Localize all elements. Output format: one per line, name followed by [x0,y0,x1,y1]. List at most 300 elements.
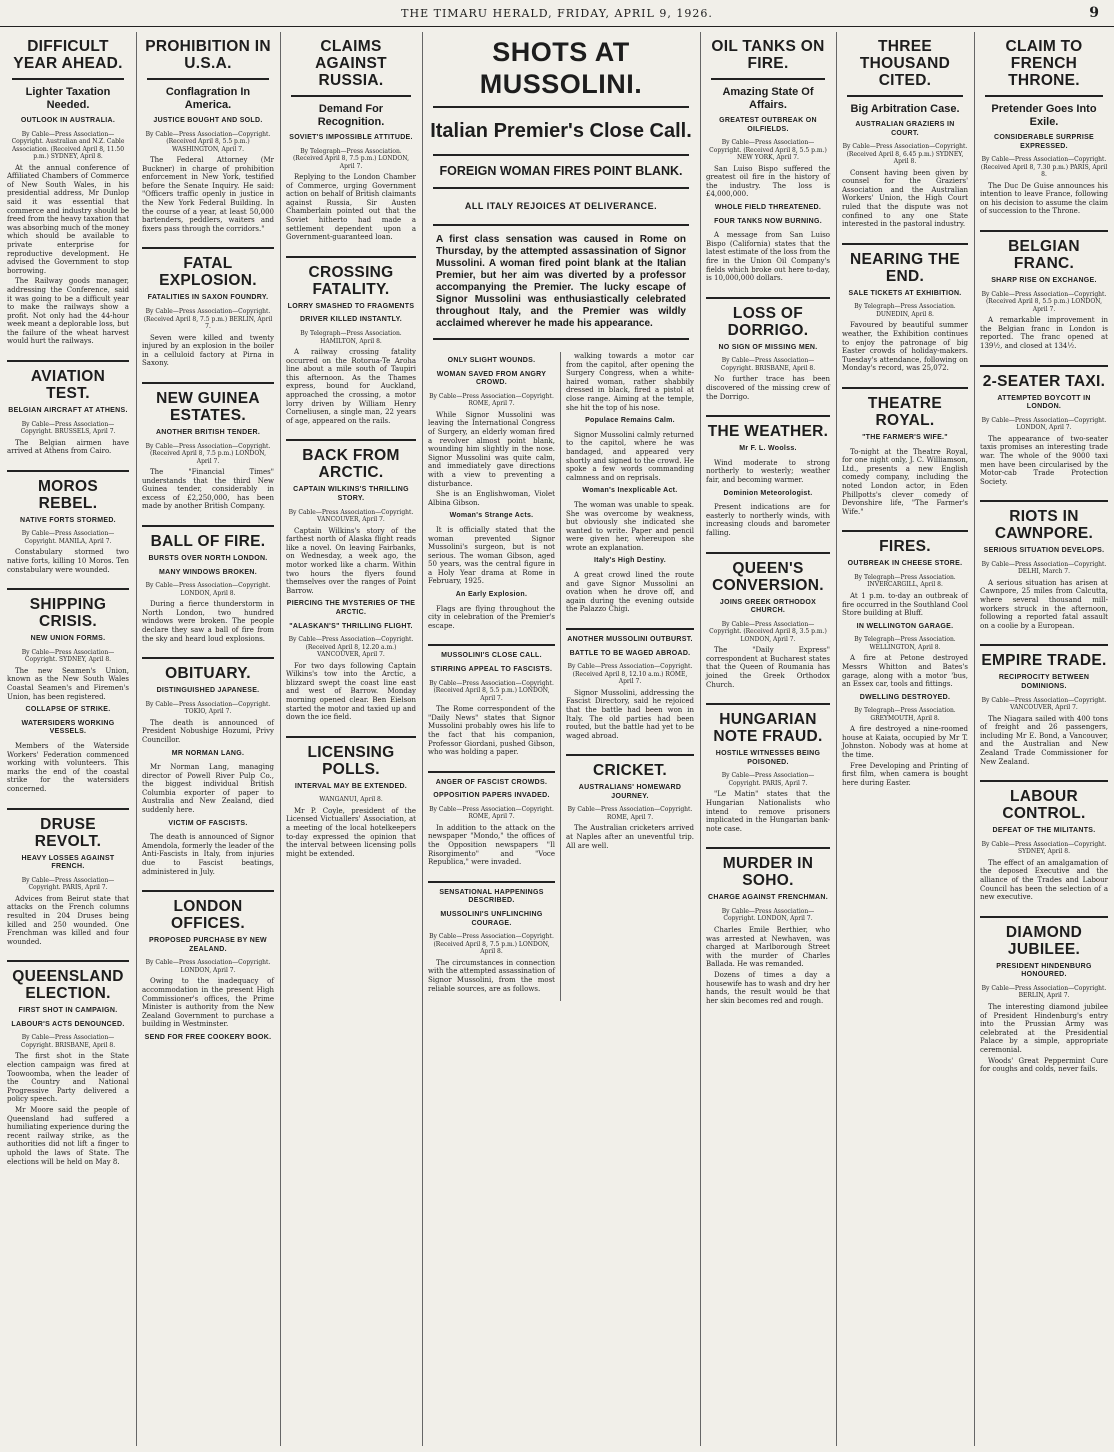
paragraph: The Belgian airmen have arrived at Athens from Cairo. [7,438,129,456]
divider [286,736,416,738]
paragraph: Advices from Beirut state that attacks on the French columns resulted in 204 Druses being killed and 250 wounded. One Frenchman was killed and four wounded. [7,894,129,946]
cable-credit: By Cable—Press Association—Copyright. BRUSSELS, April 7. [20,420,116,436]
story-nearing-end [837,251,973,381]
subheadline: Pretender Goes Into Exile. [991,103,1097,128]
paragraph: walking towards a motor car from the capitol, after opening the Surgery Congress, when a white-haired woman, rather shabbily dressed in black, fired a pistol at close range. Aiming at the temple, she hit the top of his nose. [566,352,694,412]
paragraph: A railway crossing fatality occurred on the Rotorua-Te Aroha line about a mile south of Taupiri this afternoon. As the Thames express, bound for Auckland, approached the crossing, a motor lorry driven by William Henry Corneliusen, a single man, 22 years of age, appeared on the rails. [286,348,416,425]
headline: BELGIAN FRANC. [1008,238,1080,273]
kicker: OUTBREAK IN CHEESE STORE. [847,560,963,568]
story-licensing-polls [281,744,421,867]
divider [842,530,968,532]
headline: DIAMOND JUBILEE. [1005,923,1083,958]
divider [286,439,416,441]
kicker: CONSIDERABLE SURPRISE EXPRESSED. [993,134,1095,150]
kicker: SERIOUS SITUATION DEVELOPS. [983,547,1105,555]
page-number: 9 [1089,5,1100,21]
paragraph: Signor Mussolini, addressing the Fascist Directory, said he rejoiced that the battle had been won in Italy. The old parties had been routed, but the battle had yet to be waged abroad. [566,688,694,740]
divider [142,657,274,659]
divider [980,644,1108,646]
cable-credit: By Telegraph—Press Association. HAMILTON, April 8. [300,330,402,345]
cable-credit: By Cable—Press Association—Copyright. (Received April 8, 5.5 p.m.) NEW YORK, April 7. [709,139,827,162]
paragraph: The interesting diamond jubilee of President Hindenburg's entry into the Prussian Army was celebrated at the Presidential Palace by a simple, appropriate ceremonial. [980,1002,1108,1054]
divider [980,500,1108,502]
kicker: "THE FARMER'S WIFE." [862,434,948,441]
cable-credit: By Cable—Press Association—Copyright. Australian and N.Z. Cable Association. (Received April 8, 11.50 p.m.) SYDNEY, April 8. [11,130,125,161]
story-riots-cawnpore [975,508,1113,638]
paragraph: Dozens of times a day a housewife has to wash and dry her hands, the result would be that her skin becomes red and rough. [706,970,830,1005]
kicker: An Early Explosion. [455,591,528,599]
headline: EMPIRE TRADE. [981,652,1107,670]
kicker: MUSSOLINI'S CLOSE CALL. [441,652,542,660]
story-fascist-crowds [423,779,560,875]
cable-credit: By Cable—Press Association—Copyright. TOKIO, April 7. [145,700,271,716]
headline: OBITUARY. [165,665,251,683]
paragraph: The "Financial Times" understands that the third New Guinea tender, considerably in excess of £2,250,000, has been made by another British Company. [142,468,274,511]
cable-credit: By Telegraph—Press Association. WELLINGTON, April 8. [854,636,956,651]
story-two-seater-taxi [975,373,1113,495]
paragraph: The woman was unable to speak. She was overcome by weakness, but obviously she indicated she wanted to write. Paper and pencil were given her, whereupon she wrote an explanation. [566,500,694,552]
column-5 [700,32,835,1446]
headline: LABOUR CONTROL. [1002,788,1086,823]
paragraph: A fire destroyed a nine-roomed house at Kaiata, occupied by Mr T. Johnston. Nobody was at home at the time. [842,725,968,760]
kicker: Woman's Strange Acts. [449,512,534,520]
story-fires [837,538,973,795]
paragraph: Present indications are for easterly to northerly winds, with increasing clouds and barometer falling. [706,503,830,537]
divider [7,360,129,362]
headline: DIFFICULT YEAR AHEAD. [13,38,123,72]
kicker: AUSTRALIAN GRAZIERS IN COURT. [855,121,955,137]
cable-credit: By Cable—Press Association—Copyright. MANILA, April 7. [21,530,115,545]
headline: BALL OF FIRE. [150,532,266,550]
story-three-thousand [837,38,973,237]
paragraph: At 1 p.m. to-day an outbreak of fire occurred in the Southland Cool Store building at Bluff. [842,591,968,618]
cable-credit: By Cable—Press Association—Copyright. LONDON, April 8. [145,582,271,597]
divider [147,78,269,80]
story-labour-control [975,788,1113,910]
divider [980,780,1108,782]
headline: QUEEN'S CONVERSION. [712,559,824,594]
cable-credit: By Cable—Press Association—Copyright. (Received April 8, 7.5 p.m.) LONDON, April 7. [145,442,271,465]
kicker: "ALASKAN'S" THRILLING FLIGHT. [289,622,413,630]
cable-credit: By Cable—Press Association—Copyright. BRISBANE, April 8. [720,357,816,372]
kicker: SEND FOR FREE COOKERY BOOK. [144,1033,272,1041]
cable-credit: By Cable—Press Association—Copyright. VANCOUVER, April 7. [288,508,414,524]
kicker: BATTLE TO BE WAGED ABROAD. [569,649,691,657]
kicker: SOVIET'S IMPOSSIBLE ATTITUDE. [289,134,413,141]
paragraph: The first shot in the State election campaign was fired at Toowoomba, when the leader of the Country and National Progressive Party delivered a policy speech. [7,1052,129,1104]
paragraph: A serious situation has arisen at Cawnpore, 25 miles from Calcutta, where several thousand mill-workers struck in the afternoon, following a reported fatal assault on a coolie by a European. [980,578,1108,630]
kicker: GREATEST OUTBREAK ON OILFIELDS. [719,117,817,133]
cable-credit: By Cable—Press Association—Copyright. (Received April 8, 5.5 p.m.) LONDON, April 7. [429,679,554,702]
paragraph: Free Developing and Printing of first film, when camera is bought here during Easter. [842,761,968,787]
story-diamond-jubilee [975,924,1113,1082]
divider [433,154,689,156]
paragraph: Charles Emile Berthier, who was arrested at Newhaven, was charged at Marlborough Street with the murder of Charles Ballada. He was remanded. [706,925,830,969]
story-dorrigo [701,305,835,409]
headline: 2-SEATER TAXI. [982,372,1106,390]
story-aviation-test [2,368,134,464]
divider [706,847,830,849]
kicker: Mr F. L. Woolss. [739,445,797,453]
kicker: SALE TICKETS AT EXHIBITION. [848,289,962,297]
cable-credit: By Telegraph—Press Association. (Received April 8, 7.5 p.m.) LONDON, April 7. [292,147,410,170]
story-london-offices [137,898,279,1053]
lead-paragraph: A first class sensation was caused in Rome on Thursday, by the attempted assassination of Signor Mussolini. A woman fired point blank at the Italian Premier, but her aim was diverted by a professor accompanying the Premier. The lucky escape of Signor Mussolini was enthusiastically celebrated throughout Italy, and the Premier was wildly acclaimed wherever he made his appearance. [436,234,686,329]
kicker: WOMAN SAVED FROM ANGRY CROWD. [436,370,547,387]
kicker: OPPOSITION PAPERS INVADED. [433,792,550,800]
kicker: DISTINGUISHED JAPANESE. [156,687,260,695]
kicker: BURSTS OVER NORTH LONDON. [148,554,268,562]
story-druse-revolt [2,816,134,955]
cable-credit: By Cable—Press Association—Copyright. (Received April 8, 7.5 p.m.) BERLIN, April 7. [143,308,273,331]
story-ball-of-fire [137,533,279,651]
divider [706,703,830,705]
kicker: ONLY SLIGHT WOUNDS. [447,357,536,364]
cable-credit: By Cable—Press Association—Copyright. LONDON, April 7. [721,907,815,923]
paragraph: The new Seamen's Union, known as the New South Wales Coastal Seamen's and Firemen's Union, has been registered. [7,666,129,701]
divider [433,187,689,189]
divider [706,552,830,554]
cable-credit: By Cable—Press Association—Copyright. (Received April 8, 7.30 p.m.) PARIS, April 8. [980,156,1108,179]
paragraph: San Luiso Bispo suffered the greatest oil fire in the history of the industry. The loss is £4,000,000. [706,164,830,199]
kicker: JOINS GREEK ORTHODOX CHURCH. [719,598,817,615]
story-belgian-franc [975,238,1113,358]
headline: CROSSING FATALITY. [308,263,394,298]
cable-credit: By Cable—Press Association—Copyright. (Received April 8, 6.45 p.m.) SYDNEY, April 8. [842,143,968,166]
divider [433,338,689,340]
subheadline: Demand For Recognition. [317,103,385,128]
paragraph: Seven were killed and twenty injured by an explosion in the boiler in a celluloid factory at Pirna in Saxony. [142,333,274,368]
story-difficult-year [2,38,134,354]
headline: THEATRE ROYAL. [867,395,943,429]
divider [7,960,129,962]
divider [842,243,968,245]
paragraph: The Australian cricketers arrived at Naples after an uneventful trip. All are well. [566,824,694,850]
paragraph: It is officially stated that the woman prevented Signor Mussolini's surgeon, but is not serious. The woman Gibson, aged 50 years, was the central figure in a Holy Year drama at Rome in February, 1925. [428,525,555,586]
cable-credit: By Cable—Press Association—Copyright. ROME, April 7. [567,806,693,821]
headline: LICENSING POLLS. [307,743,395,778]
headline: CLAIMS AGAINST RUSSIA. [315,38,387,89]
column-6 [836,32,973,1446]
cable-credit: By Cable—Press Association—Copyright. LONDON, April 7. [145,959,271,974]
headline: CRICKET. [593,762,667,780]
divider [7,588,129,590]
kicker: DEFEAT OF THE MILITANTS. [992,827,1096,835]
cable-credit: By Cable—Press Association—Copyright. DELHI, March 7. [981,560,1107,576]
story-weather [701,423,835,545]
kicker: WATERSIDERS WORKING VESSELS. [21,719,115,736]
kicker: SENSATIONAL HAPPENINGS DESCRIBED. [439,888,544,905]
story-cricket [561,762,699,858]
subheadline: Amazing State Of Affairs. [722,86,814,111]
story-moros-rebel [2,478,134,582]
feature-subcolumn-left [423,352,561,1001]
story-murder-soho [701,855,835,1013]
cable-credit: By Telegraph—Press Association. GREYMOUTH, April 8. [854,707,956,722]
kicker: AUSTRALIANS' HOMEWARD JOURNEY. [578,784,682,800]
paragraph: The Rome correspondent of the "Daily News" states that Signor Mussolini probably owes his life to the fact that his companion, Professor Giordani, pushed Gibson, who was holding a paper. [428,705,555,757]
paragraph: Wind moderate to strong northerly to westerly; weather fair, and becoming warmer. [706,458,830,484]
cable-credit: By Cable—Press Association—Copyright. SYDNEY, April 8. [981,840,1107,856]
paragraph: Mr Moore said the people of Queensland had suffered a humiliating experience during the recent railway strike, as the authorities did not lift a finger to uphold the laws of State. The elections will be held on May 8. [7,1106,129,1166]
divider [847,95,963,97]
cable-credit: By Cable—Press Association—Copyright. (Received April 8, 5.5 p.m.) LONDON, April 7. [981,290,1107,313]
divider [980,230,1108,232]
kicker: NEW UNION FORMS. [30,635,106,643]
masthead [0,0,1114,27]
feature-subcolumn-right [561,352,699,1001]
divider [706,415,830,417]
headline: NEARING THE END. [849,250,961,285]
paragraph: The Railway goods manager, addressing the Conference, said it was going to be a difficult year to make the railways show a profit. Not only had the 44-hour week meant a deplorable loss, but the failure of the wheat harvest would hurt the railways. [7,277,129,346]
deck-headline: ALL ITALY REJOICES AT DELIVERANCE. [464,201,658,211]
paragraph: The Federal Attorney (Mr Buckner) in charge of prohibition enforcement in New York, testified before the Senate Inquiry. He said: "Officers traffic openly in justice in the New York Federal Building. In the course of a year, at least 50,000 bartenders, peddlers, waiters and fixers pass through the corridors." [142,156,274,233]
paragraph: Members of the Waterside Workers' Federation commenced working with volunteers. This marks the end of the coastal strike for the watersiders concerned. [7,741,129,793]
divider [286,256,416,258]
cable-credit: By Cable—Press Association—Copyright. PARIS, April 7. [21,876,115,892]
divider [842,387,968,389]
divider [566,628,694,630]
cable-credit: By Cable—Press Association—Copyright. VANCOUVER, April 7. [981,696,1107,712]
story-claims-russia [281,38,421,250]
divider [706,297,830,299]
cable-credit: By Cable—Press Association—Copyright. LONDON, April 7. [981,416,1107,432]
headline: NEW GUINEA ESTATES. [156,389,260,424]
kicker: Woman's Inexplicable Act. [582,487,678,495]
kicker: Populace Remains Calm. [585,417,675,425]
paragraph: For two days following Captain Wilkins's tow into the Arctic, a blizzard swept the coast line east and west of Barrow. Monday morning opened clear. Ben Eielson started the motor and taxied up and down the ice field. [286,661,416,722]
story-queens-conversion [701,560,835,698]
story-continued [561,352,699,622]
paragraph: Replying to the London Chamber of Commerce, urging Government action on behalf of British claimants against Russia, Sir Austen Chamberlain pointed out that the Soviet hitherto had made a settlement dependent upon a Government-guaranteed loan. [286,173,416,242]
subheadline: Conflagration In America. [165,86,251,111]
kicker: WHOLE FIELD THREATENED. [714,204,822,212]
headline: THREE THOUSAND CITED. [859,38,951,89]
kicker: Dominion Meteorologist. [723,489,813,497]
column-7 [974,32,1113,1446]
kicker: IN WELLINGTON GARAGE. [856,622,954,630]
kicker: ANOTHER MUSSOLINI OUTBURST. [567,636,693,644]
headline: MOROS REBEL. [37,477,99,512]
story-new-guinea [137,390,279,519]
kicker: HOSTILE WITNESSES BEING POISONED. [715,750,821,766]
paragraph: The death is announced of Signor Amendola, formerly the leader of the Anti-Fascists in Italy, from injuries due to Fascist beatings, administered in July. [142,833,274,876]
kicker: LABOUR'S ACTS DENOUNCED. [11,1020,125,1028]
subheadline: Lighter Taxation Needed. [25,86,111,111]
story-shipping-crisis [2,596,134,801]
paragraph: To-night at the Theatre Royal, for one night only, J. C. Williamson, Ltd., presents a new English comedy company, including the noted London actor, in Eden Phillpotts's clever comedy of Devonshire life, "The Farmer's Wife." [842,447,968,516]
kicker: FATALITIES IN SAXON FOUNDRY. [147,294,269,302]
paragraph: The Duc De Guise announces his intention to leave France, following on his decision to assume the claim of succession to the Throne. [980,181,1108,216]
divider [142,890,274,892]
divider [711,78,825,80]
headline: LONDON OFFICES. [171,898,245,933]
divider [980,365,1108,367]
headline: RIOTS IN CAWNPORE. [994,508,1094,543]
paragraph: Consent having been given by counsel for the Graziers' Association and the Australian Workers' Union, the High Court ruled that the dispute was not confined to any one State interested in the pastoral industry. [842,168,968,229]
story-hungarian-fraud [701,711,835,841]
story-fatal-explosion [137,255,279,375]
story-theatre-royal [837,395,973,524]
kicker: NO SIGN OF MISSING MEN. [718,343,818,351]
story-shots-at-mussolini [423,36,699,352]
feature-subcolumns [423,352,699,1001]
divider [428,644,555,646]
paragraph: Favoured by beautiful summer weather, the Exhibition continues to enjoy the patronage of big Easter crowds of holiday-makers. Tuesday's attendance, following on Monday's record, was 25,072. [842,321,968,373]
paragraph: During a fierce thunderstorm in North London, two hundred windows were broken. The people declare they saw a ball of fire from the sky and heard loud explosions. [142,600,274,643]
divider [142,525,274,527]
story-back-from-arctic [281,447,421,729]
headline: MURDER IN SOHO. [722,855,814,890]
kicker: HEAVY LOSSES AGAINST FRENCH. [21,854,115,871]
headline: FIRES. [879,538,931,556]
kicker: ANOTHER BRITISH TENDER. [155,428,261,436]
cable-credit: By Telegraph—Press Association. DUNEDIN, April 8. [854,303,956,318]
paragraph: The circumstances in connection with the attempted assassination of Signor Mussolini, from the most reliable sources, are as follows. [428,958,555,993]
kicker: ATTEMPTED BOYCOTT IN LONDON. [997,394,1091,411]
paragraph: The appearance of two-seater taxis promises an interesting trade war. The whole of the 9000 taxi men have been circularised by the Motor-cab Trade Protection Society. [980,434,1108,486]
paragraph: The death is announced of President Nobushige Hozumi, Privy Councillor. [142,718,274,744]
story-obituary [137,665,279,884]
kicker: RECIPROCITY BETWEEN DOMINIONS. [998,674,1090,691]
story-slight-wounds [423,357,560,638]
paragraph: Woods' Great Peppermint Cure for coughs and colds, never fails. [980,1056,1108,1074]
headline: PROHIBITION IN U.S.A. [145,38,271,72]
headline: SHIPPING CRISIS. [29,596,107,631]
cable-credit: By Cable—Press Association—Copyright. ROME, April 7. [429,805,554,821]
column-1 [2,32,134,1446]
cable-credit: WANGANUI, April 8. [319,796,383,804]
paragraph: A fire at Petone destroyed Messrs Whitton and Bates's garage, along with a motor 'bus, an Essex car, tools and fittings. [842,654,968,689]
divider [291,95,411,97]
kicker: LORRY SMASHED TO FRAGMENTS [287,302,415,310]
deck-headline: Italian Premier's Close Call. [430,120,692,142]
paragraph: Captain Wilkins's story of the farthest north of Alaska flight reads like a novel. On leaving Fairbanks, on Wednesday, a week ago, the motor worked like a charm. Within two hours the flyers found themselves over the ranges of Point Barrow. [286,526,416,595]
story-oil-tanks [701,38,835,291]
paragraph: While Signor Mussolini was leaving the International Congress of Surgery, an elderly woman fired a revolver almost point blank, wounding him slightly in the nose. Signor Mussolini was quite calm, and immediately gave directions with a view to preventing a disturbance. [428,410,555,488]
cable-credit: By Cable—Press Association—Copyright. (Received April 8, 12.10 a.m.) ROME, April 7. [567,663,693,686]
paragraph: At the annual conference of Affiliated Chambers of Commerce of New South Wales, in his presidential address, Mr Dunlop said it was essential that commerce and industry should be freed from the heavy taxation that was absorbing much of the money which should be available to private enterprise for reproductive development. He advised the Government to stop borrowing. [7,163,130,275]
divider [428,881,555,883]
kicker: VICTIM OF FASCISTS. [168,819,248,827]
kicker: CAPTAIN WILKINS'S THRILLING STORY. [293,486,409,502]
headline: CLAIM TO FRENCH THRONE. [1005,38,1083,89]
paragraph: Constabulary stormed two native forts, killing 10 Moros. Ten constabulary were wounded. [7,548,129,574]
deck-headline: FOREIGN WOMAN FIRES POINT BLANK. [439,164,683,178]
headline: HUNGARIAN NOTE FRAUD. [713,711,823,746]
divider [7,808,129,810]
headline: DRUSE REVOLT. [34,815,102,850]
divider [7,470,129,472]
kicker: STIRRING APPEAL TO FASCISTS. [430,666,553,674]
paragraph: The effect of an amalgamation of the deposed Executive and the alliance of the Trades and Labour Council has been the selection of a new executive. [980,858,1108,902]
column-4-feature [422,32,699,1446]
divider [985,95,1103,97]
paragraph: She is an Englishwoman, Violet Albina Gibson. [428,490,555,507]
paragraph: A great crowd lined the route and gave Signor Mussolini an ovation when he drove off, and again during the evening outside the Palazzo Chigi. [566,571,694,614]
kicker: MANY WINDOWS BROKEN. [158,568,258,576]
paragraph: A message from San Luiso Bispo (California) states that the latest estimate of the loss from the fire in the Union Oil Company's fields which broke out here to-day, is 10,000,000 dollars. [706,231,830,283]
kicker: MR NORMAN LANG. [171,749,245,757]
kicker: JUSTICE BOUGHT AND SOLD. [153,117,263,124]
paragraph: In addition to the attack on the newspaper "Mondo," the offices of the Opposition newspapers "Il Risorgimento" and "Voce Republica," were invaded. [428,823,555,867]
story-empire-trade [975,652,1113,774]
masthead-title: THE TIMARU HERALD, FRIDAY, APRIL 9, 1926. [401,7,713,20]
story-french-throne [975,38,1113,224]
story-crossing-fatality [281,264,421,434]
headline: AVIATION TEST. [30,368,106,403]
story-queensland-election [2,968,134,1174]
cable-credit: By Cable—Press Association—Copyright. PARIS, April 7. [721,772,815,787]
story-happenings [423,889,560,1001]
kicker: FIRST SHOT IN CAMPAIGN. [18,1007,118,1015]
story-prohibition [137,38,279,241]
divider [12,78,124,80]
cable-credit: By Cable—Press Association—Copyright. BERLIN, April 7. [981,984,1107,1000]
kicker: DWELLING DESTROYED. [859,693,951,701]
paragraph: "Le Matin" states that the Hungarian Nationalists who intend to remove prisoners implicated in the Hungarian bank-note case. [706,790,830,833]
kicker: ANGER OF FASCIST CROWDS. [435,778,548,786]
column-2 [136,32,279,1446]
kicker: MUSSOLINI'S UNFLINCHING COURAGE. [440,911,543,927]
kicker: Italy's High Destiny. [593,557,667,565]
column-3 [280,32,421,1446]
paragraph: The "Daily Express" correspondent at Bucharest states that the Queen of Roumania has joined the Greek Orthodox Church. [706,646,830,689]
cable-credit: By Cable—Press Association—Copyright. BRISBANE, April 8. [20,1034,116,1049]
kicker: DRIVER KILLED INSTANTLY. [299,316,403,324]
subheadline: Big Arbitration Case. [850,103,960,115]
divider [980,916,1108,918]
kicker: FOUR TANKS NOW BURNING. [714,217,822,225]
headline: QUEENSLAND ELECTION. [12,968,124,1003]
kicker: CHARGE AGAINST FRENCHMAN. [707,894,829,902]
divider [433,106,689,108]
paragraph: The Niagara sailed with 400 tons of freight and 26 passengers, including Mr E. Bond, a Vancouver, and the Australian and New Zealand Trade Commissioner for New Zealand. [980,714,1108,766]
story-mussolini-outburst [561,636,699,748]
headline: THE WEATHER. [707,423,829,441]
divider [142,382,274,384]
paragraph: Flags are flying throughout the city in celebration of the Premier's escape. [428,604,555,630]
divider [142,247,274,249]
headline: FATAL EXPLOSION. [159,255,257,290]
divider [433,224,689,226]
divider [428,771,555,773]
kicker: INTERVAL MAY BE EXTENDED. [294,782,408,790]
kicker: PRESIDENT HINDENBURG HONOURED. [996,962,1092,979]
cable-credit: By Cable—Press Association—Copyright. SYDNEY, April 8. [21,648,115,664]
cable-credit: By Cable—Press Association—Copyright. (Received April 8, 12.20 a.m.) VANCOUVER, April 7. [288,636,414,659]
story-close-call [423,652,560,764]
paragraph: Signor Mussolini calmly returned to the capitol, where he was bandaged, and appeared very shortly and signed to the crowd. He spoke a few words commanding calmness and on reprisals. [566,430,694,482]
headline: OIL TANKS ON FIRE. [711,38,825,72]
cable-credit: By Telegraph—Press Association. INVERCARGILL, April 8. [854,573,956,589]
divider [566,754,694,756]
kicker: SHARP RISE ON EXCHANGE. [991,277,1097,285]
cable-credit: By Cable—Press Association—Copyright. (Received April 8, 5.5 p.m.) WASHINGTON, April 7. [145,130,271,153]
paragraph: A remarkable improvement in the Belgian franc in London is reported. The franc opened at 139½, and closed at 134½. [980,316,1108,350]
kicker: COLLAPSE OF STRIKE. [25,706,111,714]
paragraph: Owing to the inadequacy of accommodation in the present High Commissioner's offices, the Prime Minister is authority from the New Zealand Government to purchase a building in Westminster. [142,977,274,1029]
kicker: NATIVE FORTS STORMED. [20,516,116,524]
cable-credit: By Cable—Press Association—Copyright. ROME, April 7. [429,392,554,408]
headline: LOSS OF DORRIGO. [727,304,809,339]
paragraph: Mr Norman Lang, managing director of Powell River Pulp Co., the biggest individual British Columbia exporter of paper to Australia and New Zealand, died suddenly here. [142,763,274,815]
kicker: OUTLOOK IN AUSTRALIA. [20,117,116,124]
kicker: PROPOSED PURCHASE BY NEW ZEALAND. [149,937,267,953]
paragraph: No further trace has been discovered of the missing crew of the Dorrigo. [706,375,830,401]
kicker: PIERCING THE MYSTERIES OF THE ARCTIC. [286,600,416,616]
cable-credit: By Cable—Press Association—Copyright. (Received April 8, 3.5 p.m.) LONDON, April 7. [709,620,827,643]
